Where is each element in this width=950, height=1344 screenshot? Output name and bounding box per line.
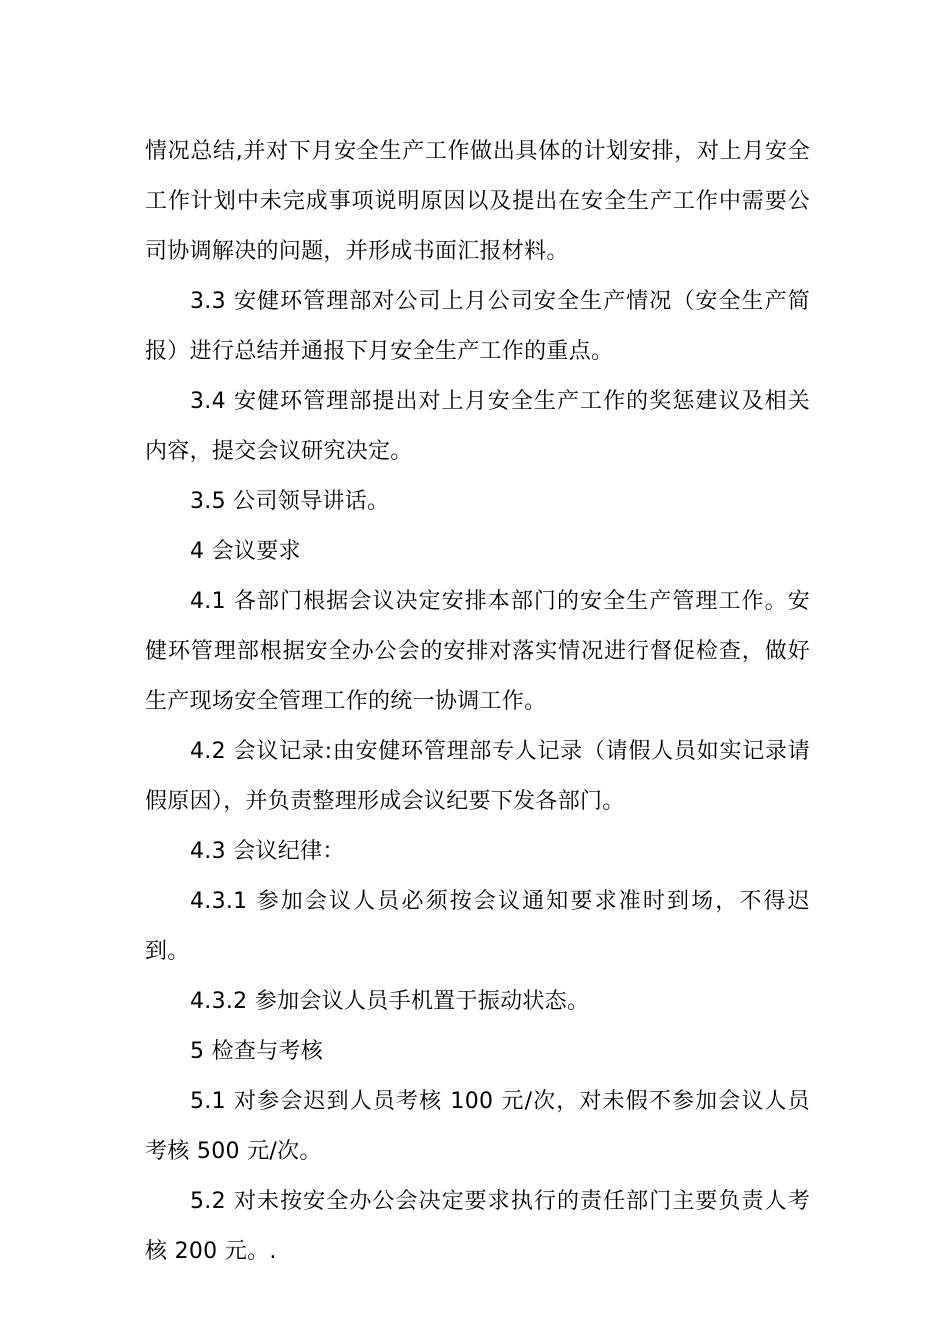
- document-page: [145, 127, 810, 1277]
- paragraph-4-3-2: 4.3.2 参加会议人员手机置于振动状态。: [190, 989, 590, 1014]
- paragraph-3-3: 3.3 安健环管理部对公司上月公司安全生产情况（安全生产简报）进行总结并通报下月安全生产工作的重点。: [145, 289, 810, 364]
- section-heading-5: 5 检查与考核: [190, 1039, 324, 1064]
- section-heading-4: 4 会议要求: [190, 539, 301, 564]
- paragraph-4-3: 4.3 会议纪律：: [190, 839, 345, 864]
- paragraph-5-1: 5.1 对参会迟到人员考核 100 元/次，对未假不参加会议人员考核 500 元/次。: [145, 1089, 810, 1164]
- paragraph-5-2: 5.2 对未按安全办公会决定要求执行的责任部门主要负责人考核 200 元。.: [145, 1189, 810, 1264]
- paragraph-4-1: 4.1 各部门根据会议决定安排本部门的安全生产管理工作。安健环管理部根据安全办公会的安排对落实情况进行督促检查，做好生产现场安全管理工作的统一协调工作。: [145, 589, 810, 714]
- paragraph-4-3-1: 4.3.1 参加会议人员必须按会议通知要求准时到场，不得迟到。: [145, 889, 810, 964]
- paragraph-3-4: 3.4 安健环管理部提出对上月安全生产工作的奖惩建议及相关内容，提交会议研究决定。: [145, 389, 810, 464]
- paragraph-3-5: 3.5 公司领导讲话。: [190, 489, 390, 514]
- paragraph-continuation: 情况总结,并对下月安全生产工作做出具体的计划安排，对上月安全工作计划中未完成事项说明原因以及提出在安全生产工作中需要公司协调解决的问题，并形成书面汇报材料。: [145, 139, 810, 264]
- paragraph-4-2: 4.2 会议记录:由安健环管理部专人记录（请假人员如实记录请假原因），并负责整理形成会议纪要下发各部门。: [145, 739, 810, 814]
